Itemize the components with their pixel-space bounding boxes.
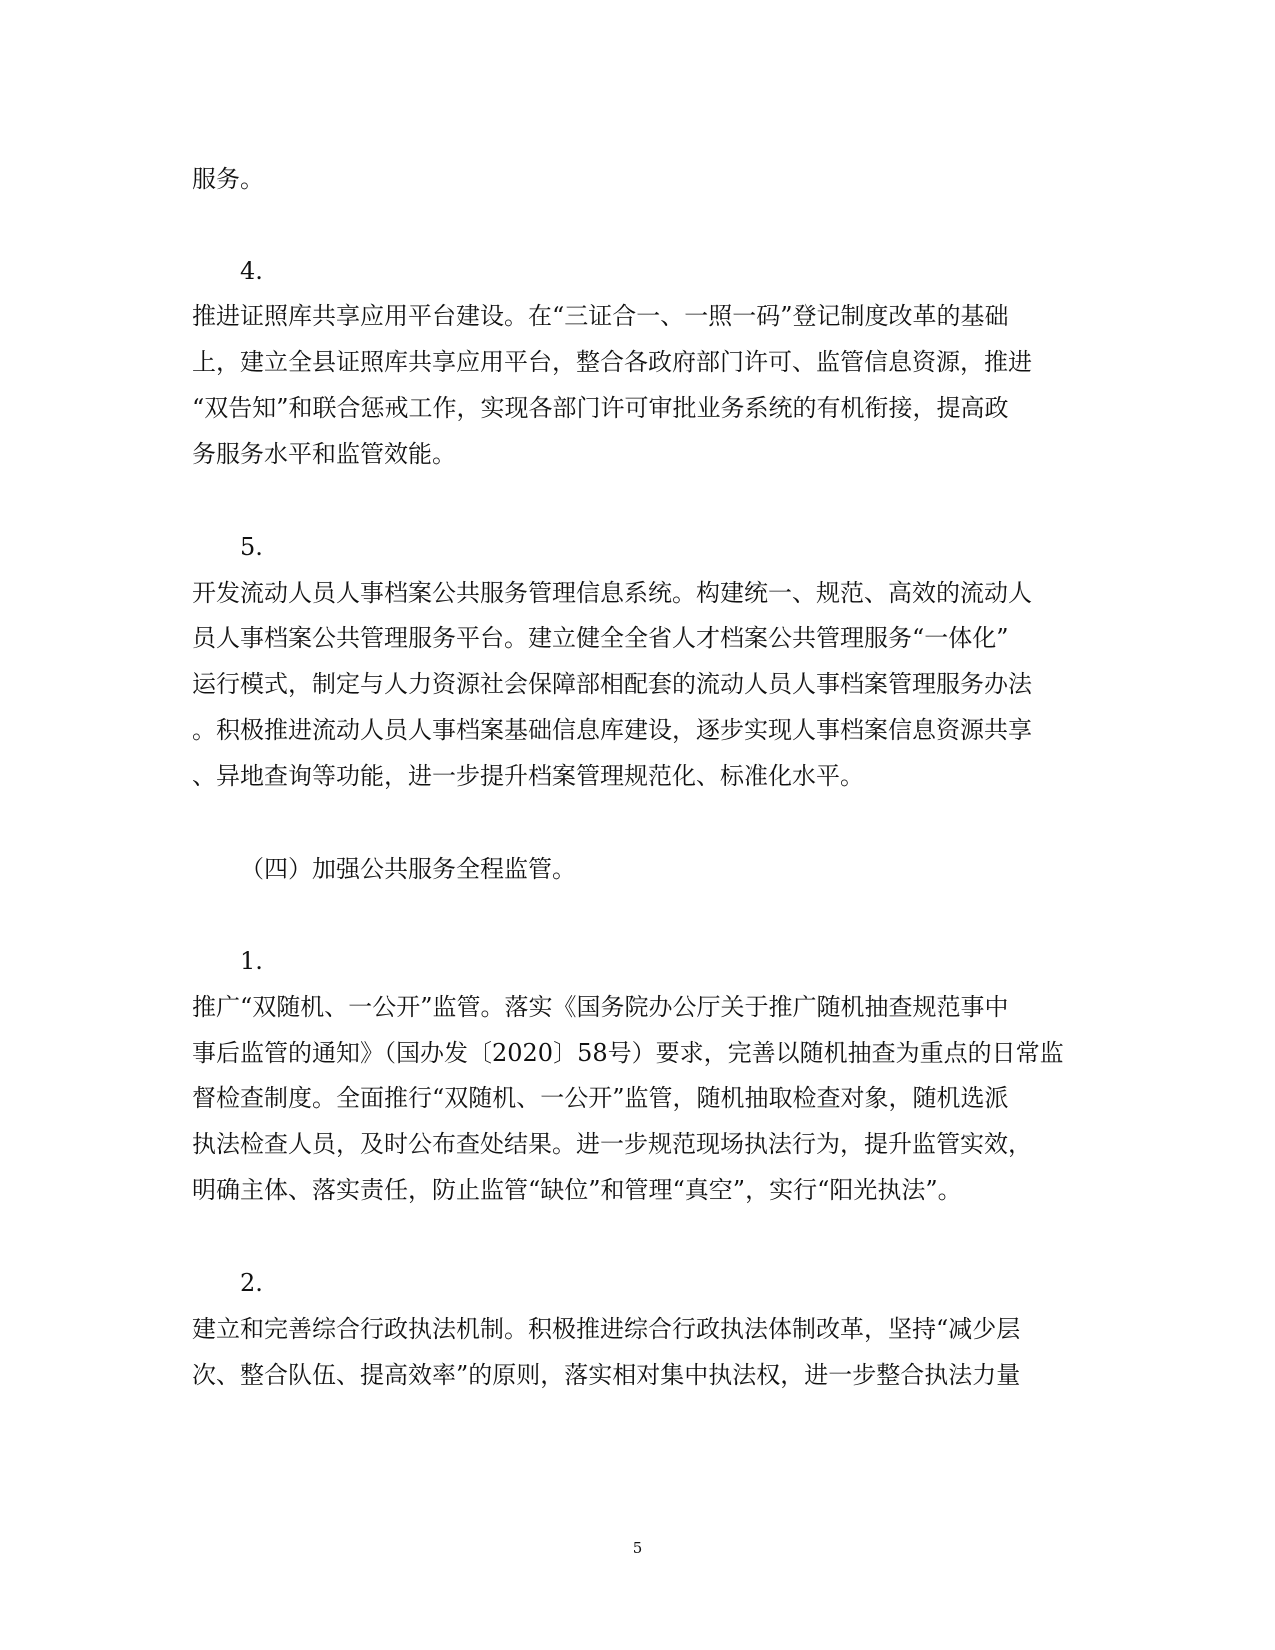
- item-number: 4.: [240, 257, 263, 285]
- text-line: 员人事档案公共管理服务平台。建立健全全省人才档案公共管理服务“一体化”: [192, 624, 1009, 652]
- text-line: 。积极推进流动人员人事档案基础信息库建设，逐步实现人事档案信息资源共享: [192, 716, 1032, 744]
- text-line: 建立和完善综合行政执法机制。积极推进综合行政执法体制改革，坚持“减少层: [192, 1315, 1021, 1343]
- page-number: 5: [632, 1539, 643, 1557]
- text-line: 开发流动人员人事档案公共服务管理信息系统。构建统一、规范、高效的流动人: [192, 579, 1032, 607]
- text-line: 、异地查询等功能，进一步提升档案管理规范化、标准化水平。: [192, 762, 864, 790]
- item-number: 2.: [240, 1269, 263, 1297]
- text-line: 推广“双随机、一公开”监管。落实《国务院办公厅关于推广随机抽查规范事中: [192, 993, 1009, 1021]
- text-line: 督检查制度。全面推行“双随机、一公开”监管，随机抽取检查对象，随机选派: [192, 1084, 1009, 1112]
- text-line: 明确主体、落实责任，防止监管“缺位”和管理“真空”，实行“阳光执法”。: [192, 1176, 962, 1204]
- text-line: 执法检查人员，及时公布查处结果。进一步规范现场执法行为，提升监管实效，: [192, 1130, 1032, 1158]
- item-number: 1.: [240, 947, 263, 975]
- text-line: 事后监管的通知》（国办发〔2020〕58号）要求，完善以随机抽查为重点的日常监: [192, 1039, 1064, 1067]
- section-heading: （四）加强公共服务全程监管。: [240, 855, 576, 883]
- text-line: 次、整合队伍、提高效率”的原则，落实相对集中执法权，进一步整合执法力量: [192, 1361, 1021, 1389]
- text-line: 上，建立全县证照库共享应用平台，整合各政府部门许可、监管信息资源，推进: [192, 348, 1032, 376]
- text-line: “双告知”和联合惩戒工作，实现各部门许可审批业务系统的有机衔接，提高政: [192, 394, 1009, 422]
- text-line: 服务。: [192, 165, 264, 193]
- item-number: 5.: [240, 533, 263, 561]
- text-line: 务服务水平和监管效能。: [192, 440, 456, 468]
- text-line: 运行模式，制定与人力资源社会保障部相配套的流动人员人事档案管理服务办法: [192, 670, 1032, 698]
- text-line: 推进证照库共享应用平台建设。在“三证合一、一照一码”登记制度改革的基础: [192, 302, 1009, 330]
